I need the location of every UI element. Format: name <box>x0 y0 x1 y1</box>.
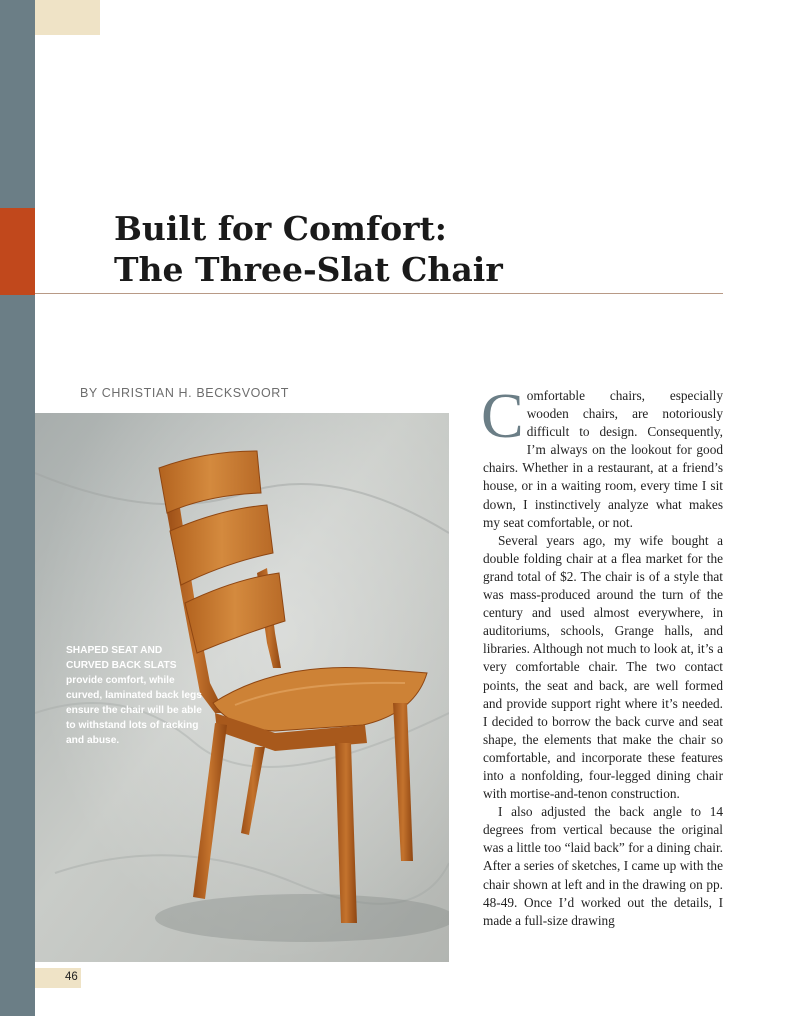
paragraph-3: I also adjusted the back angle to 14 degrees from vertical because the original was a little too “laid back” for a dining chair. After a series of sketches, I came up with the chair shown at left and in the drawing on pp. 48-49. Once I’d worked out the details, I made a full-size drawing <box>483 804 723 928</box>
caption-lead: SHAPED SEAT AND CURVED BACK SLATS <box>66 645 177 671</box>
photo-caption <box>66 643 206 748</box>
page-sidebar-bar <box>0 0 35 1016</box>
top-color-tab <box>35 0 100 35</box>
author-byline: BY CHRISTIAN H. BECKSVOORT <box>80 386 289 400</box>
paragraph-1-text: omfortable chairs, especially wooden chairs, are notoriously difficult to design. Consequently, I’m always on the lookout for good chairs. Whether in a restaurant, at a friend’s house, or in a waiting room, every time I sit down, I instinctively analyze what makes my seat comfortable, or not. <box>483 388 723 530</box>
title-line-2: The Three-Slat Chair <box>114 250 503 289</box>
article-title <box>114 208 503 290</box>
title-line-1: Built for Comfort: <box>114 209 447 248</box>
paragraph-2: Several years ago, my wife bought a double folding chair at a flea market for the grand total of $2. The chair is of a style that was mass-produced around the turn of the century and used almost everywhere, in auditoriums, schools, Grange halls, and libraries. Although not much to look at, it’s a very comfortable chair. The two contact points, the seat and back, are well formed and provide support right where it’s needed. I decided to borrow the back curve and seat shape, the elements that make the chair so comfortable, and incorporate these features into a nonfolding, four-legged dining chair with mortise-and-tenon construction. <box>483 532 723 802</box>
article-body <box>481 380 723 930</box>
drop-cap: C <box>481 380 524 451</box>
caption-text: provide comfort, while curved, laminated back legs ensure the chair will be able to withstand lots of racking and abuse. <box>66 675 202 746</box>
title-divider <box>35 293 723 294</box>
page-number: 46 <box>65 971 78 983</box>
paragraph-1 <box>481 380 723 532</box>
sidebar-accent-block <box>0 208 35 295</box>
